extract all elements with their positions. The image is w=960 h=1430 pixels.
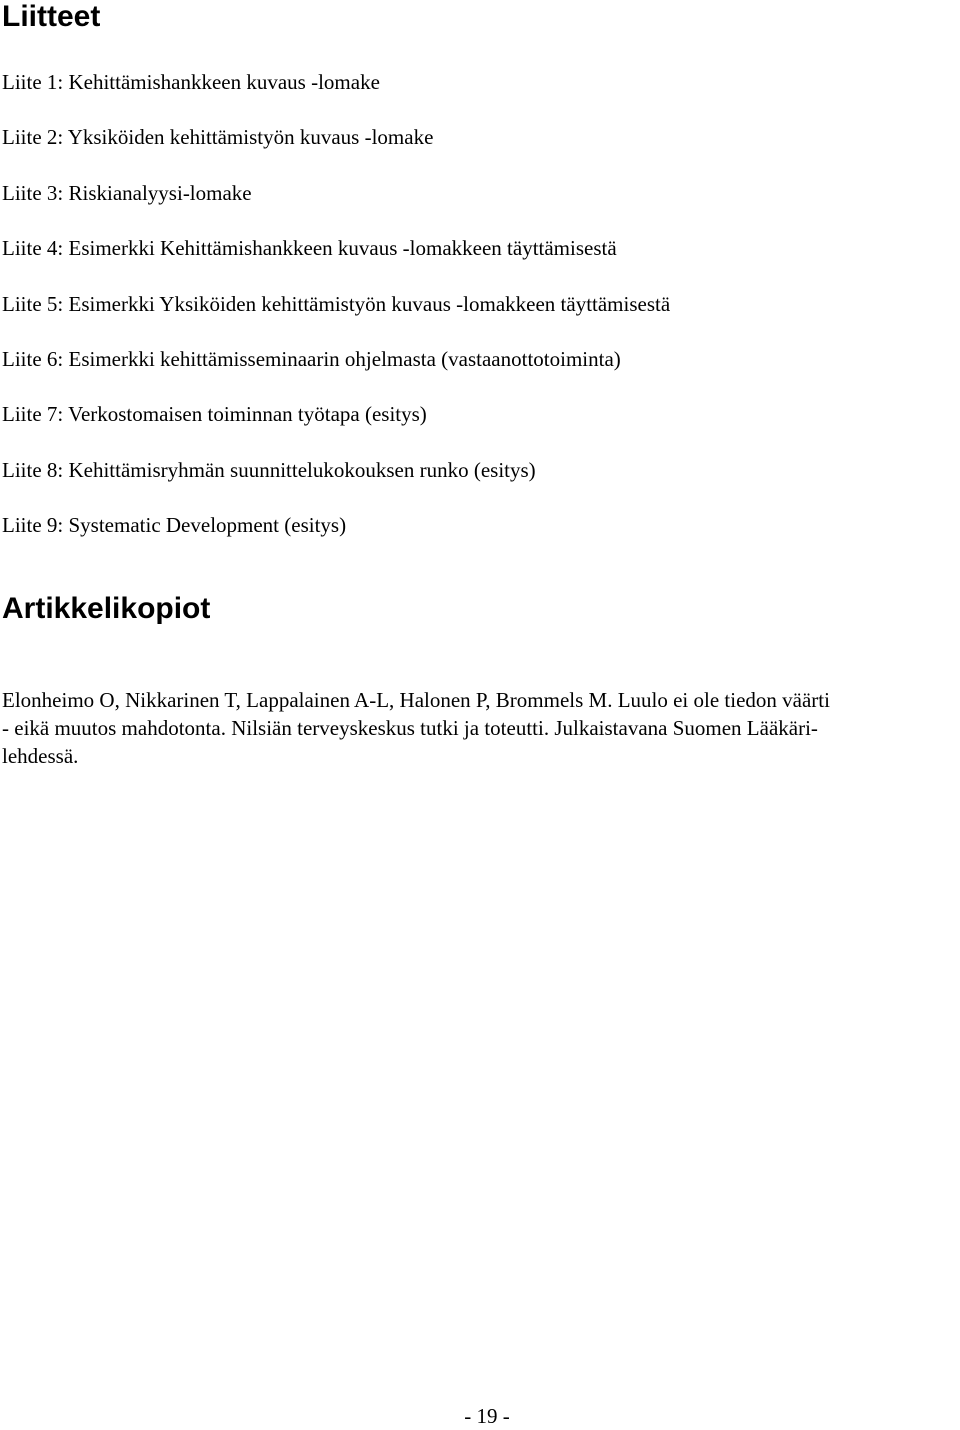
article-reference: [2, 686, 958, 770]
appendix-item-8: Liite 8: Kehittämisryhmän suunnittelukokouksen runko (esitys): [2, 457, 536, 482]
appendix-item-5: Liite 5: Esimerkki Yksiköiden kehittämistyön kuvaus -lomakkeen täyttämisestä: [2, 291, 671, 316]
reference-line-3: lehdessä.: [2, 744, 79, 768]
reference-line-2: - eikä muutos mahdotonta. Nilsiän terveyskeskus tutki ja toteutti. Julkaistavana Suomen Lääkäri-: [2, 716, 818, 740]
appendix-item-1: Liite 1: Kehittämishankkeen kuvaus -lomake: [2, 70, 380, 94]
appendix-item-2: Liite 2: Yksiköiden kehittämistyön kuvaus -lomake: [2, 125, 434, 150]
articles-heading: Artikkelikopiot: [2, 592, 211, 625]
appendix-item-6: Liite 6: Esimerkki kehittämisseminaarin ohjelmasta (vastaanottotoiminta): [2, 346, 621, 371]
page-number: - 19 -: [464, 1404, 510, 1428]
appendix-item-9: Liite 9: Systematic Development (esitys): [2, 513, 347, 538]
appendix-list: [2, 67, 670, 566]
appendices-heading: Liitteet: [2, 0, 101, 33]
reference-line-1: Elonheimo O, Nikkarinen T, Lappalainen A-L, Halonen P, Brommels M. Luulo ei ole tiedon väärti: [2, 688, 830, 712]
appendix-item-3: Liite 3: Riskianalyysi-lomake: [2, 180, 252, 205]
appendix-item-4: Liite 4: Esimerkki Kehittämishankkeen kuvaus -lomakkeen täyttämisestä: [2, 236, 617, 261]
appendix-item-7: Liite 7: Verkostomaisen toiminnan työtapa (esitys): [2, 402, 427, 427]
